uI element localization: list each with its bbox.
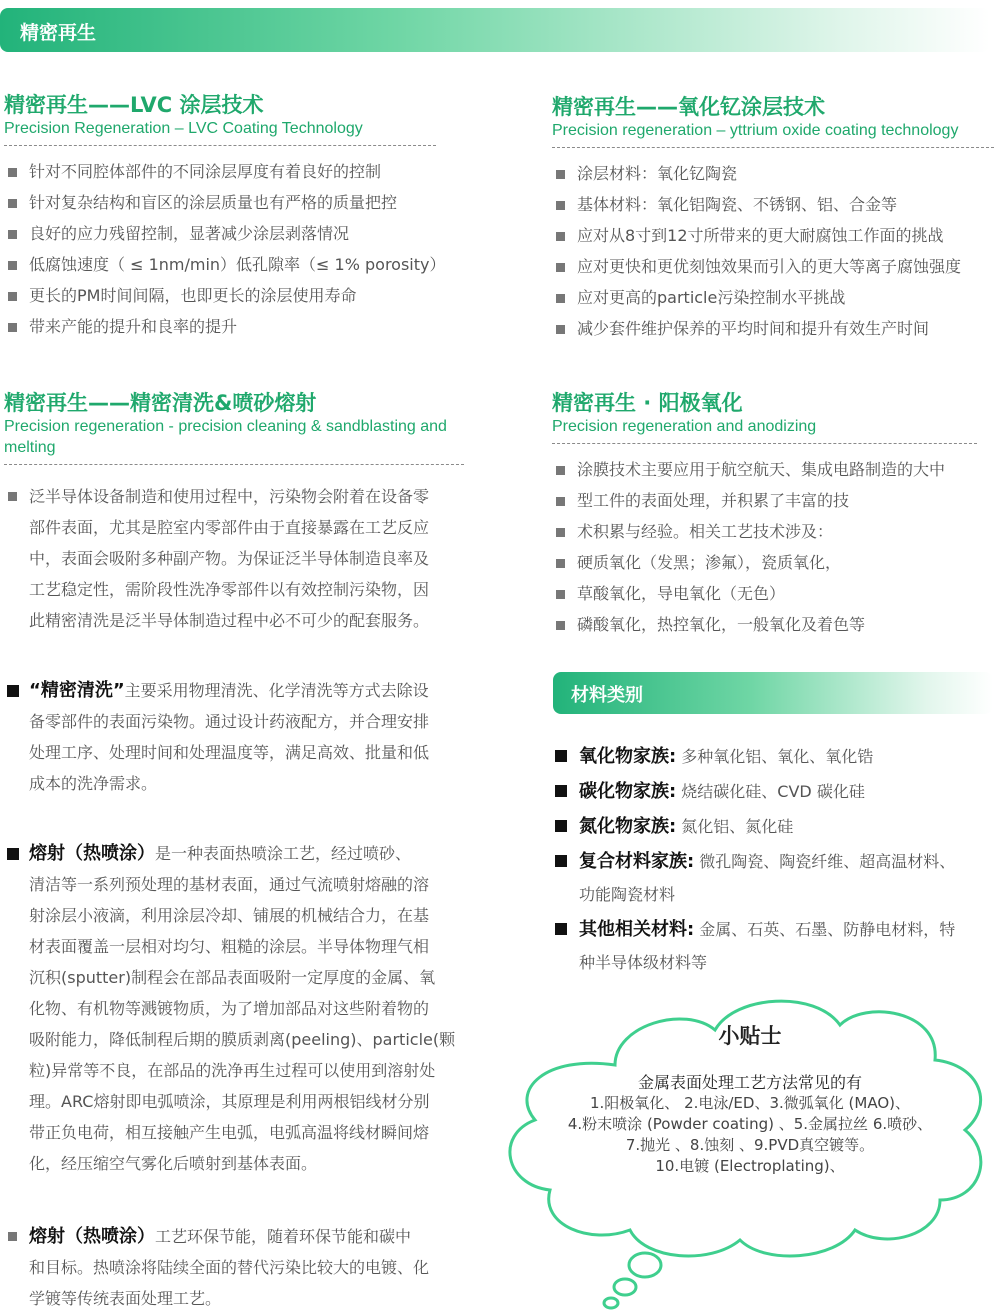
bullet-square: [8, 1232, 17, 1241]
thermal-spray-lead: 熔射（热喷涂）: [29, 843, 155, 864]
paragraph-line: 是一种表面热喷涂工艺，经过喷砂、: [155, 844, 412, 863]
material-text: 烧结碳化硅、CVD 碳化硅: [681, 782, 865, 801]
bullet-square: [8, 492, 17, 501]
list-item: 草酸氧化，导电氧化（无色）: [552, 578, 977, 609]
anodizing-section: [552, 390, 977, 640]
materials-banner: [553, 672, 993, 714]
tip-line: 金属表面处理工艺方法常见的有: [637, 1073, 862, 1092]
tips-title: 小贴士: [718, 1024, 782, 1048]
precision-cleaning-lead: “精密清洗”: [29, 680, 125, 701]
tip-line: 4.粉末喷涂 (Powder coating) 、5.金属拉丝 6.喷砂、: [567, 1115, 933, 1133]
material-label: 氧化物家族:: [579, 746, 677, 767]
list-item: [553, 810, 993, 843]
anodizing-divider: [552, 443, 977, 444]
lvc-subtitle: Precision Regeneration – LVC Coating Technology: [4, 120, 363, 137]
cleaning-section: [4, 390, 464, 465]
material-text: 多种氧化铝、氧化、氧化锆: [681, 747, 874, 766]
top-banner: [0, 8, 990, 52]
paragraph-line: 粒)异常等不良，在部品的洗净再生过程可以使用到溶射处: [29, 1061, 436, 1080]
paragraph-line: 成本的洗净需求。: [29, 774, 158, 793]
list-item: 应对更高的particle污染控制水平挑战: [552, 282, 994, 313]
list-item: 涂膜技术主要应用于航空航天、集成电路制造的大中: [552, 454, 977, 485]
material-label: 复合材料家族:: [579, 851, 695, 872]
paragraph-line: 化物、有机物等溅镀物质，为了增加部品对这些附着物的: [29, 999, 430, 1018]
list-item: 针对不同腔体部件的不同涂层厚度有着良好的控制: [4, 156, 436, 187]
material-label: 其他相关材料:: [579, 919, 695, 940]
paragraph-line: 带正负电荷，相互接触产生电弧，电弧高温将线材瞬间熔: [29, 1123, 430, 1142]
list-item: [553, 845, 993, 911]
material-label: 氮化物家族:: [579, 816, 677, 837]
lvc-list: [4, 156, 446, 342]
eco-lead: 熔射（热喷涂）: [29, 1226, 155, 1247]
lvc-section: [4, 92, 446, 342]
list-item: 更长的PM时间间隔，也即更长的涂层使用寿命: [4, 280, 436, 311]
material-text: 氮化铝、氮化硅: [681, 817, 794, 836]
material-text: 微孔陶瓷、陶瓷纤维、超高温材料、: [699, 852, 956, 871]
yttrium-subtitle: Precision regeneration – yttrium oxide coating technology: [552, 122, 959, 139]
cleaning-intro: [4, 481, 474, 636]
intro-line: 中，表面会吸附多种副产物。为保证泛半导体制造良率及: [29, 549, 430, 568]
list-item: 应对更快和更优刻蚀效果而引入的更大等离子腐蚀强度: [552, 251, 994, 282]
list-item: 针对复杂结构和盲区的涂层质量也有严格的质量把控: [4, 187, 436, 218]
list-item: 带来产能的提升和良率的提升: [4, 311, 436, 342]
intro-line: 泛半导体设备制造和使用过程中，污染物会附着在设备零: [29, 487, 430, 506]
paragraph-line: 主要采用物理清洗、化学清洗等方式去除设: [124, 681, 429, 700]
yttrium-section: [552, 94, 994, 344]
yttrium-list: [552, 158, 994, 344]
intro-line: 此精密清洗是泛半导体制造过程中必不可少的配套服务。: [29, 611, 430, 630]
list-item: 良好的应力残留控制，显著减少涂层剥落情况: [4, 218, 436, 249]
paragraph-line: 学镀等传统表面处理工艺。: [29, 1289, 222, 1308]
list-item: 硬质氧化（发黑；渗氟），瓷质氧化，: [552, 547, 977, 578]
material-text: 功能陶瓷材料: [579, 885, 676, 904]
yttrium-title: 精密再生——氧化钇涂层技术: [552, 95, 825, 119]
thermal-spray-paragraph: [4, 838, 474, 1179]
tip-line: 7.抛光 、8.蚀刻 、9.PVD真空镀等。: [625, 1136, 875, 1154]
material-label: 碳化物家族:: [579, 781, 677, 802]
list-item: [553, 913, 993, 979]
cleaning-subtitle: Precision regeneration - precision cleaning & sandblasting and melting: [4, 418, 447, 456]
material-text: 种半导体级材料等: [579, 953, 708, 972]
list-item: 术积累与经验。相关工艺技术涉及：: [552, 516, 977, 547]
anodizing-title: 精密再生 · 阳极氧化: [552, 391, 743, 415]
cleaning-divider: [4, 464, 464, 465]
eco-paragraph: [4, 1221, 474, 1314]
paragraph-line: 化，经压缩空气雾化后喷射到基体表面。: [29, 1154, 318, 1173]
paragraph-line: 理。ARC熔射即电弧喷涂，其原理是利用两根铝线材分别: [29, 1092, 430, 1111]
bullet-square: [7, 685, 19, 697]
materials-title: 材料类别: [571, 685, 643, 706]
paragraph-line: 处理工序、处理时间和处理温度等，满足高效、批量和低: [29, 743, 430, 762]
banner-title: 精密再生: [20, 22, 97, 44]
list-item: [553, 740, 993, 773]
materials-section: [553, 740, 993, 981]
lvc-divider: [4, 145, 436, 146]
paragraph-line: 材表面覆盖一层相对均匀、粗糙的涂层。半导体物理气相: [29, 937, 430, 956]
lvc-title: 精密再生——LVC 涂层技术: [4, 93, 264, 117]
materials-list: [553, 740, 993, 979]
list-item: 减少套件维护保养的平均时间和提升有效生产时间: [552, 313, 994, 344]
list-item: [553, 775, 993, 808]
tip-line: 10.电镀 (Electroplating)、: [655, 1157, 845, 1175]
list-item: [552, 485, 977, 516]
intro-line: 工艺稳定性，需阶段性洗净零部件以有效控制污染物，因: [29, 580, 430, 599]
paragraph-line: 吸附能力，降低制程后期的膜质剥离(peeling)、particle(颗: [29, 1030, 456, 1049]
tips-body: [540, 1072, 960, 1177]
list-item-text: 型工件的表面处理，并积累了丰富的技: [577, 491, 850, 510]
anodizing-list: [552, 454, 977, 640]
paragraph-line: 清洁等一系列预处理的基材表面，通过气流喷射熔融的溶: [29, 875, 430, 894]
material-text: 金属、石英、石墨、防静电材料，特: [699, 920, 956, 939]
list-item: 应对从8寸到12寸所带来的更大耐腐蚀工作面的挑战: [552, 220, 994, 251]
paragraph-line: 射涂层小液滴，利用涂层冷却、铺展的机械结合力，在基: [29, 906, 430, 925]
tip-line: 1.阳极氧化、 2.电泳/ED、3.微弧氧化 (MAO)、: [589, 1094, 910, 1112]
intro-line: 部件表面，尤其是腔室内零部件由于直接暴露在工艺反应: [29, 518, 430, 537]
list-item: 低腐蚀速度（ ≤ 1nm/min）低孔隙率（≤ 1% porosity）: [4, 249, 436, 280]
yttrium-divider: [552, 147, 994, 148]
paragraph-line: 沉积(sputter)制程会在部品表面吸附一定厚度的金属、氧: [29, 968, 436, 987]
list-item: 磷酸氧化，热控氧化，一般氧化及着色等: [552, 609, 977, 640]
paragraph-line: 备零部件的表面污染物。通过设计药液配方，并合理安排: [29, 712, 430, 731]
anodizing-subtitle: Precision regeneration and anodizing: [552, 418, 817, 435]
list-item: 涂层材料：氧化钇陶瓷: [552, 158, 994, 189]
cleaning-title: 精密再生——精密清洗&喷砂熔射: [4, 391, 317, 415]
paragraph-line: 和目标。热喷涂将陆续全面的替代污染比较大的电镀、化: [29, 1258, 430, 1277]
paragraph-line: 工艺环保节能，随着环保节能和碳中: [155, 1227, 412, 1246]
bullet-square: [7, 848, 19, 860]
precision-cleaning-paragraph: [4, 675, 474, 799]
list-item: 基体材料：氧化铝陶瓷、不锈钢、铝、合金等: [552, 189, 994, 220]
